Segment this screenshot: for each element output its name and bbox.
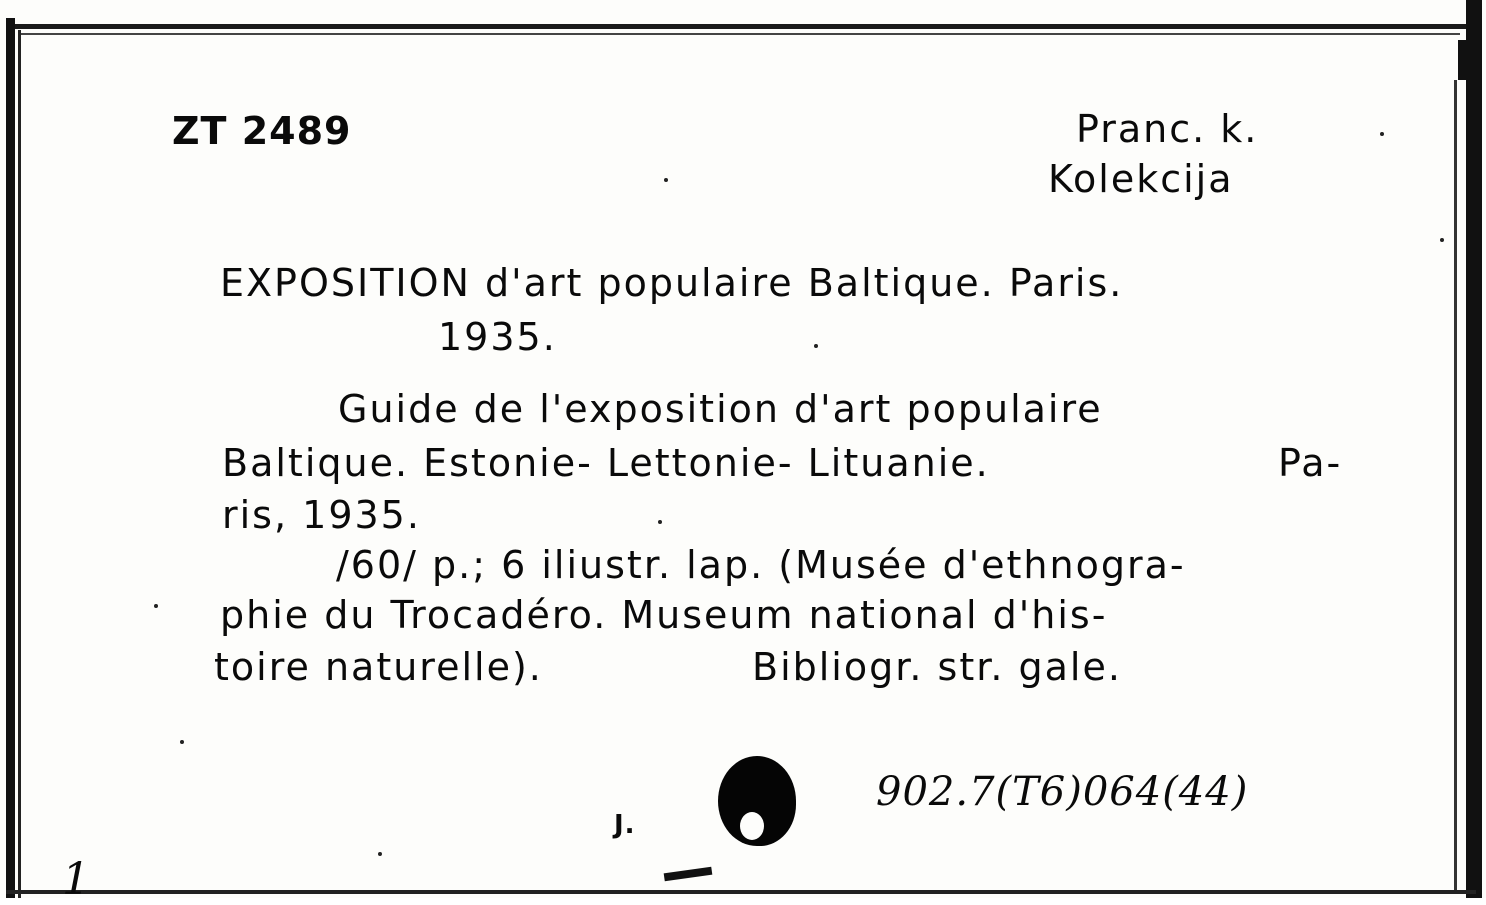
- stamp-letter: J.: [614, 810, 636, 840]
- card-border-right-inner: [1454, 80, 1457, 890]
- ink-stamp-hole: [740, 812, 764, 840]
- card-border-left: [6, 18, 15, 898]
- description-line-2: phie du Trocadéro. Museum national d'his-: [220, 593, 1108, 637]
- dust-speck: [814, 344, 818, 348]
- dust-speck: [664, 178, 668, 182]
- classification-number: 902.7(T6)064(44): [876, 769, 1249, 815]
- dust-speck: [1380, 132, 1384, 136]
- card-border-right: [1466, 0, 1482, 898]
- dust-speck: [658, 520, 662, 524]
- title-line-1: Guide de l'exposition d'art populaire: [338, 387, 1103, 431]
- title-line-2: Baltique. Estonie- Lettonie- Lituanie.: [222, 441, 990, 485]
- dust-speck: [1440, 238, 1444, 242]
- corner-number: 1: [62, 854, 91, 905]
- description-line-1: /60/ p.; 6 iliustr. lap. (Musée d'ethnogra-: [336, 543, 1186, 587]
- collection-line-2: Kolekcija: [1048, 157, 1234, 201]
- ink-stamp-stem: [664, 867, 713, 882]
- description-line-3-end: Bibliogr. str. gale.: [752, 645, 1122, 689]
- card-border-bottom: [6, 890, 1476, 894]
- dust-speck: [378, 852, 382, 856]
- title-line-3: ris, 1935.: [222, 493, 421, 537]
- collection-line-1: Pranc. k.: [1076, 107, 1259, 151]
- heading-line-1: EXPOSITION d'art populaire Baltique. Paris.: [220, 261, 1124, 305]
- card-border-left-inner: [18, 30, 21, 898]
- dust-speck: [180, 740, 184, 744]
- shelf-mark: ZT 2489: [172, 109, 352, 153]
- card-border-top-inner: [20, 33, 1460, 35]
- description-line-3: toire naturelle).: [214, 645, 543, 689]
- title-line-2-end: Pa-: [1278, 441, 1343, 485]
- card-border-right-notch: [1458, 40, 1466, 80]
- dust-speck: [154, 604, 158, 608]
- heading-line-2: 1935.: [438, 315, 557, 359]
- card-border-top: [6, 24, 1466, 29]
